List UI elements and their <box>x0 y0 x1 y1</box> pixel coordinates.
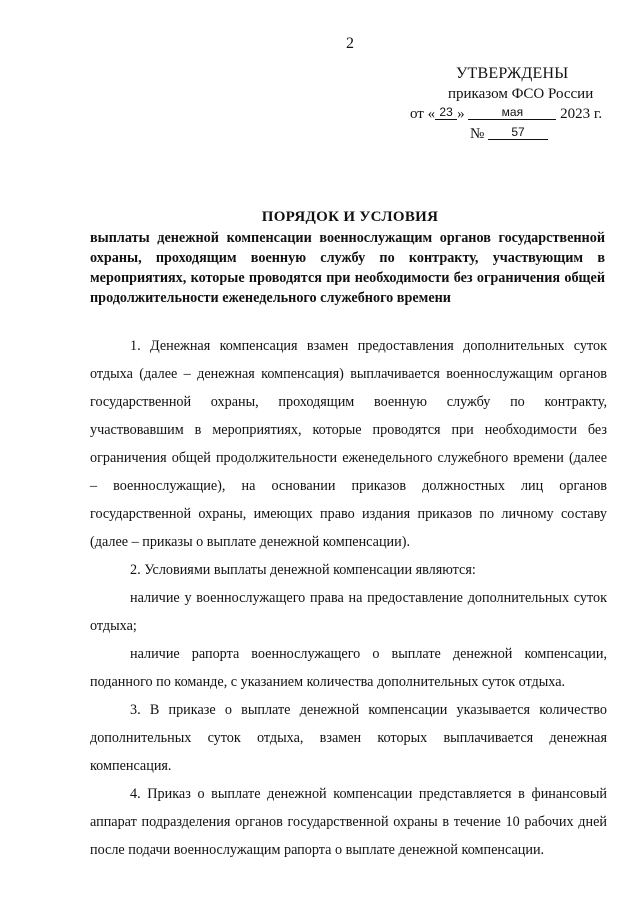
document-subtitle: выплаты денежной компенсации военнослужащим органов государственной охраны, проходящим военную службу по контракту, участвующим в мероприятиях, которые проводятся при необходимости без ограничения общей продолжительности еженедельного служебного времени <box>90 230 605 306</box>
approval-number-line <box>470 124 548 144</box>
approval-day: 23 <box>435 105 457 120</box>
date-prefix: от « <box>410 106 436 122</box>
paragraph: 3. В приказе о выплате денежной компенсации указывается количество дополнительных суток отдыха, взамен которых выплачивается денежная компенсация. <box>90 702 607 774</box>
approval-month: мая <box>468 105 556 120</box>
approval-title: УТВЕРЖДЕНЫ <box>456 65 569 82</box>
paragraph: наличие рапорта военнослужащего о выплате денежной компенсации, поданного по команде, с указанием количества дополнительных суток отдыха. <box>90 646 607 690</box>
approval-number: 57 <box>488 125 548 140</box>
paragraph: 4. Приказ о выплате денежной компенсации представляется в финансовый аппарат подразделения органов государственной охраны в течение 10 рабочих дней после подачи военнослужащим рапорта о выплате денежной компенсации. <box>90 786 607 858</box>
date-mid: » <box>457 106 465 122</box>
approval-year: 2023 г. <box>560 106 603 122</box>
approval-order-of: приказом ФСО России <box>448 86 594 102</box>
document-title: ПОРЯДОК И УСЛОВИЯ <box>261 209 439 225</box>
approval-date-line <box>410 104 602 124</box>
document-body <box>90 332 607 864</box>
number-prefix: № <box>470 126 485 142</box>
paragraph: 2. Условиями выплаты денежной компенсации являются: <box>130 562 476 578</box>
page-number: 2 <box>346 35 354 52</box>
paragraph: наличие у военнослужащего права на предоставление дополнительных суток отдыха; <box>90 590 607 634</box>
paragraph: 1. Денежная компенсация взамен предоставления дополнительных суток отдыха (далее – денежная компенсация) выплачивается военнослужащим органов государственной охраны, проходящим военную службу по контракту, участвовавшим в мероприятиях, которые проводятся при необходимости без ограничения общей продолжительности еженедельного служебного времени (далее – военнослужащие), на основании приказов должностных лиц органов государственной охраны, имеющих право издания приказов по личному составу (далее – приказы о выплате денежной компенсации). <box>90 338 607 550</box>
